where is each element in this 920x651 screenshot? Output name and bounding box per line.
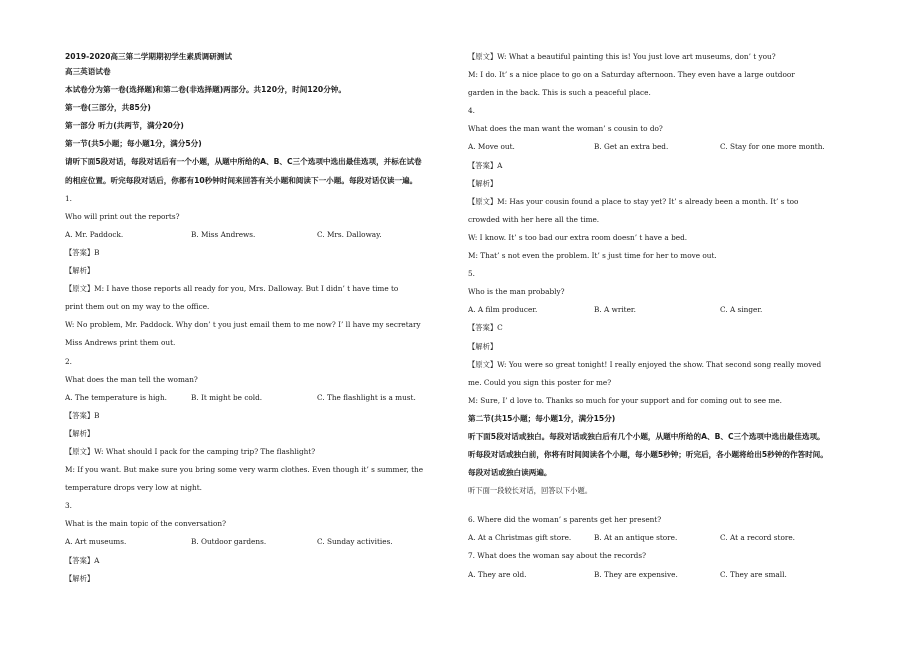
transcript-line: 【原文】M: I have those reports all ready for you, Mrs. Dalloway. But I didn’ t have time to [65,284,399,294]
transcript-line: 【原文】W: You were so great tonight! I really enjoyed the show. That second song really moved [468,359,822,369]
transcript-line: M: Sure, I’ d love to. Thanks so much for your support and for coming out to see me. [468,395,782,405]
section-heading: 第一节(共5小题；每小题1分，满分5分) [65,139,202,149]
question-text: What is the main topic of the conversation? [65,519,226,529]
question-text: What does the man tell the woman? [65,374,198,384]
explanation-label: 【解析】 [468,178,498,188]
instruction-line: 听下面一段较长对话，回答以下小题。 [468,486,593,496]
option-a: A. A film producer. [468,305,538,315]
answer-options [468,533,858,542]
part-heading: 第一部分 听力(共两节，满分20分) [65,121,184,131]
option-b: B. Outdoor gardens. [191,537,267,547]
instruction-line: 听下面5段对话或独白。每段对话或独白后有几个小题，从题中所给的A、B、C三个选项中选出最佳选项。 [468,431,825,441]
explanation-label: 【解析】 [65,428,95,438]
instruction-line: 请听下面5段对话，每段对话后有一个小题，从题中所给的A、B、C三个选项中选出最佳选项，并标在试卷 [65,157,422,167]
transcript-line: Miss Andrews print them out. [65,338,176,348]
answer-options [468,570,858,579]
transcript-line: 【原文】W: What should I pack for the camping trip? The flashlight? [65,446,316,456]
option-b: B. It might be cold. [191,392,263,402]
option-b: B. A writer. [594,305,636,315]
option-c: C. The flashlight is a must. [317,392,416,402]
transcript-line: garden in the back. This is such a peaceful place. [468,88,651,98]
exam-title: 2019-2020高三第二学期期初学生素质调研测试 [65,52,232,61]
transcript-line: M: That’ s not even the problem. It’ s just time for her to move out. [468,251,717,261]
answer-options [65,393,455,402]
transcript-line: print them out on my way to the office. [65,302,210,312]
option-a: A. Move out. [468,142,515,152]
answer-key: 【答案】B [65,247,100,257]
question-number: 4. [468,106,475,116]
option-b: B. Miss Andrews. [191,229,256,239]
volume-heading: 第一卷(三部分，共85分) [65,103,151,113]
answer-key: 【答案】A [468,160,503,170]
option-a: A. The temperature is high. [65,392,167,402]
transcript-line: temperature drops very low at night. [65,483,202,493]
transcript-line: W: No problem, Mr. Paddock. Why don’ t you just email them to me now? I’ ll have my secretary [65,320,421,330]
instruction-line: 的相应位置。听完每段对话后，你都有10秒钟时间来回答有关小题和阅读下一小题。每段对话仅读一遍。 [65,175,418,185]
answer-options [65,537,455,546]
answer-key: 【答案】A [65,555,100,565]
option-c: C. Stay for one more month. [720,142,825,152]
option-b: B. They are expensive. [594,569,678,579]
option-c: C. They are small. [720,569,787,579]
option-c: C. Sunday activities. [317,537,393,547]
transcript-line: M: I do. It’ s a nice place to go on a Saturday afternoon. They even have a large outdoor [468,70,795,80]
question-number: 2. [65,356,72,366]
transcript-line: M: If you want. But make sure you bring some very warm clothes. Even though it’ s summer, the [65,465,424,475]
section-heading: 第二节(共15小题；每小题1分，满分15分) [468,413,616,423]
transcript-line: 【原文】W: What a beautiful painting this is! You just love art museums, don’ t you? [468,52,776,61]
option-c: C. A singer. [720,305,763,315]
exam-subtitle: 高三英语试卷 [65,67,111,76]
option-a: A. Art museums. [65,537,127,547]
transcript-line: 【原文】M: Has your cousin found a place to stay yet? It’ s already been a month. It’ s too [468,196,799,206]
option-a: A. At a Christmas gift store. [468,533,572,543]
instruction-line: 每段对话或独白读两遍。 [468,468,552,478]
answer-key: 【答案】C [468,323,503,333]
option-a: A. They are old. [468,569,527,579]
instruction-line: 听每段对话或独白前，你将有时间阅读各个小题，每小题5秒钟；听完后，各小题将给出5秒钟的作答时间。 [468,450,828,460]
explanation-label: 【解析】 [65,266,95,276]
explanation-label: 【解析】 [65,573,95,583]
answer-options [468,142,858,151]
option-c: C. Mrs. Dalloway. [317,229,382,239]
answer-options [65,230,455,239]
transcript-line: W: I know. It’ s too bad our extra room doesn’ t have a bed. [468,232,688,242]
question-text: Who will print out the reports? [65,211,180,221]
option-b: B. Get an extra bed. [594,142,669,152]
option-b: B. At an antique store. [594,533,678,543]
exam-intro: 本试卷分为第一卷(选择题)和第二卷(非选择题)两部分。共120分，时间120分钟。 [65,85,346,95]
option-c: C. At a record store. [720,533,795,543]
left-column [65,52,455,592]
question-number: 1. [65,193,72,203]
answer-options [468,305,858,314]
transcript-line: crowded with her here all the time. [468,214,600,224]
question-text: 7. What does the woman say about the records? [468,551,647,561]
question-text: 6. Where did the woman’ s parents get her present? [468,515,662,525]
answer-key: 【答案】B [65,410,100,420]
right-column [468,52,858,588]
question-text: Who is the man probably? [468,287,565,297]
question-text: What does the man want the woman’ s cousin to do? [468,124,663,134]
question-number: 5. [468,269,475,279]
option-a: A. Mr. Paddock. [65,229,124,239]
explanation-label: 【解析】 [468,341,498,351]
question-number: 3. [65,501,72,511]
transcript-line: me. Could you sign this poster for me? [468,377,612,387]
